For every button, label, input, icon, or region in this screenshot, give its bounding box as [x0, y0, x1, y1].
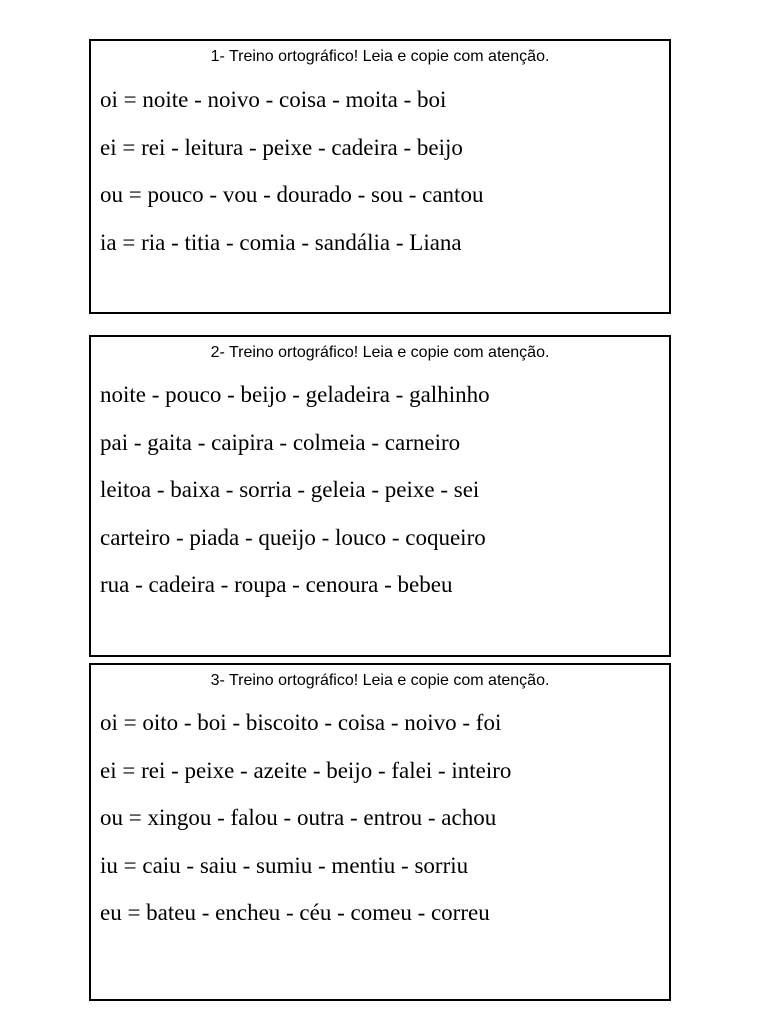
word-line: ei = rei - leitura - peixe - cadeira - beijo: [100, 134, 463, 160]
word-line: rua - cadeira - roupa - cenoura - bebeu: [100, 572, 453, 597]
word-line: ou = xingou - falou - outra - entrou - achou: [100, 805, 497, 830]
word-line: leitoa - baixa - sorria - geleia - peixe - sei: [100, 477, 480, 502]
exercise-title: 1- Treino ortográfico! Leia e copie com atenção.: [210, 48, 550, 65]
word-line: oi = oito - boi - biscoito - coisa - noivo - foi: [100, 710, 502, 735]
word-line: noite - pouco - beijo - geladeira - galhinho: [100, 382, 490, 407]
word-line: ei = rei - peixe - azeite - beijo - falei - inteiro: [100, 757, 512, 783]
word-line: oi = noite - noivo - coisa - moita - boi: [100, 87, 447, 112]
word-line: pai - gaita - caipira - colmeia - carneiro: [100, 429, 461, 455]
word-list: [100, 708, 511, 946]
word-list: [100, 85, 483, 275]
word-line: ou = pouco - vou - dourado - sou - cantou: [100, 182, 484, 207]
exercise-box-1: [89, 39, 671, 314]
exercise-title: 3- Treino ortográfico! Leia e copie com atenção.: [210, 672, 550, 689]
exercise-box-2: [89, 335, 671, 657]
word-line: carteiro - piada - queijo - louco - coqueiro: [100, 524, 486, 550]
word-line: eu = bateu - encheu - céu - comeu - correu: [100, 900, 490, 925]
word-line: iu = caiu - saiu - sumiu - mentiu - sorriu: [100, 852, 469, 878]
exercise-box-3: [89, 663, 671, 1001]
word-list: [100, 380, 490, 618]
exercise-title: 2- Treino ortográfico! Leia e copie com atenção.: [210, 344, 550, 361]
word-line: ia = ria - titia - comia - sandália - Liana: [100, 229, 462, 255]
